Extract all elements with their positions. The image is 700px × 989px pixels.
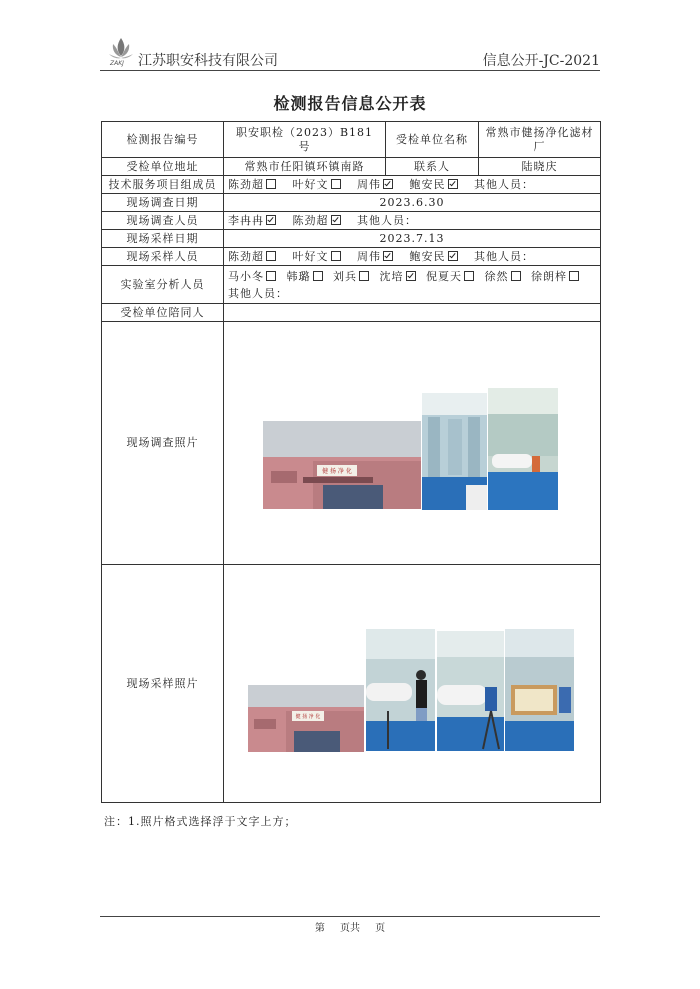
survey-photos-label: 现场调查照片: [102, 322, 224, 565]
member-name: 叶好文: [292, 177, 329, 191]
tech-team-label: 技术服务项目组成员: [102, 176, 224, 194]
client-value: 常熟市健扬净化滤材厂: [479, 122, 601, 158]
checkbox-sampling-staff-1[interactable]: [331, 251, 341, 261]
sampling-date-value: 2023.7.13: [224, 230, 601, 248]
lab-staff-label: 实验室分析人员: [102, 266, 224, 304]
table-row: [102, 158, 601, 176]
company-name: 江苏职安科技有限公司: [138, 53, 278, 69]
table-row: [102, 176, 601, 194]
checkbox-lab-staff-5[interactable]: [511, 271, 521, 281]
member-name: 叶好文: [292, 249, 329, 263]
checkbox-survey-staff-0[interactable]: [266, 215, 276, 225]
footnote: 注：1.照片格式选择浮于文字上方；: [104, 815, 297, 828]
survey-staff-label: 现场调查人员: [102, 212, 224, 230]
sampling-photo-materials: [505, 629, 574, 751]
checkbox-tech-team-1[interactable]: [331, 179, 341, 189]
logo-text: ZAKJ: [110, 60, 124, 67]
table-row: [102, 122, 601, 158]
others-label: 其他人员：: [357, 213, 417, 227]
page-header: [100, 34, 600, 70]
report-no-value: 职安职检（2023）B181 号: [224, 122, 386, 158]
sampling-photos-label: 现场采样照片: [102, 565, 224, 803]
address-label: 受检单位地址: [102, 158, 224, 176]
header-divider: [100, 70, 600, 71]
survey-date-value: 2023.6.30: [224, 194, 601, 212]
escort-label: 受检单位陪同人: [102, 304, 224, 322]
checkbox-survey-staff-1[interactable]: [331, 215, 341, 225]
member-name: 沈培: [379, 269, 404, 283]
sampling-date-label: 现场采样日期: [102, 230, 224, 248]
address-value: 常熟市任阳镇环镇南路: [224, 158, 386, 176]
report-no-label: 检测报告编号: [102, 122, 224, 158]
member-name: 陈劲超: [228, 249, 264, 263]
sampling-staff-label: 现场采样人员: [102, 248, 224, 266]
member-name: 徐朗梓: [531, 269, 567, 283]
sampling-photo-building: [248, 685, 364, 752]
checkbox-lab-staff-2[interactable]: [359, 271, 369, 281]
checkbox-lab-staff-0[interactable]: [266, 271, 276, 281]
checkbox-lab-staff-3[interactable]: [406, 271, 416, 281]
member-name: 马小冬: [228, 269, 264, 283]
member-name: 李冉冉: [228, 213, 264, 227]
contact-value: 陆晓庆: [479, 158, 601, 176]
page-number: 第 页共 页: [314, 923, 386, 934]
escort-value: [224, 304, 601, 322]
member-name: 倪夏天: [426, 269, 462, 283]
checkbox-tech-team-0[interactable]: [266, 179, 276, 189]
survey-date-label: 现场调查日期: [102, 194, 224, 212]
table-row: [102, 230, 601, 248]
member-name: 刘兵: [333, 269, 357, 283]
sign-text: 健 扬 净 化: [322, 468, 352, 475]
others-label: 其他人员：: [228, 286, 288, 300]
member-name: 韩璐: [286, 269, 311, 283]
tech-team-list: [224, 176, 601, 194]
survey-photo-building: [263, 421, 421, 509]
member-name: 陈劲超: [228, 177, 264, 191]
contact-label: 联系人: [386, 158, 479, 176]
table-row: [102, 212, 601, 230]
member-name: 徐然: [484, 269, 509, 283]
checkbox-lab-staff-4[interactable]: [464, 271, 474, 281]
sign-text: 健 扬 净 化: [295, 714, 321, 720]
survey-photo-corridor: [422, 393, 487, 510]
member-name: 周伟: [357, 249, 381, 263]
checkbox-tech-team-3[interactable]: [448, 179, 458, 189]
lab-staff-list: [224, 266, 601, 304]
survey-staff-list: [224, 212, 601, 230]
checkbox-sampling-staff-3[interactable]: [448, 251, 458, 261]
member-name: 周伟: [357, 177, 381, 191]
page-title: 检测报告信息公开表: [273, 94, 427, 113]
checkbox-sampling-staff-2[interactable]: [383, 251, 393, 261]
checkbox-lab-staff-6[interactable]: [569, 271, 579, 281]
others-label: 其他人员：: [474, 177, 534, 191]
footer-divider: [100, 916, 600, 917]
client-label: 受检单位名称: [386, 122, 479, 158]
member-name: 鲍安民: [409, 249, 446, 263]
checkbox-sampling-staff-0[interactable]: [266, 251, 276, 261]
checkbox-tech-team-2[interactable]: [383, 179, 393, 189]
table-row: [102, 248, 601, 266]
table-row: [102, 266, 601, 304]
sampling-photo-machine: [437, 631, 504, 751]
checkbox-lab-staff-1[interactable]: [313, 271, 323, 281]
member-name: 鲍安民: [409, 177, 446, 191]
survey-photo-workshop: [488, 388, 558, 510]
table-row: [102, 194, 601, 212]
others-label: 其他人员：: [474, 249, 534, 263]
sampling-staff-list: [224, 248, 601, 266]
member-name: 陈劲超: [292, 213, 329, 227]
table-row: [102, 304, 601, 322]
document-code: 信息公开-JC-2021: [482, 53, 600, 69]
sampling-photo-worker: [366, 629, 435, 751]
